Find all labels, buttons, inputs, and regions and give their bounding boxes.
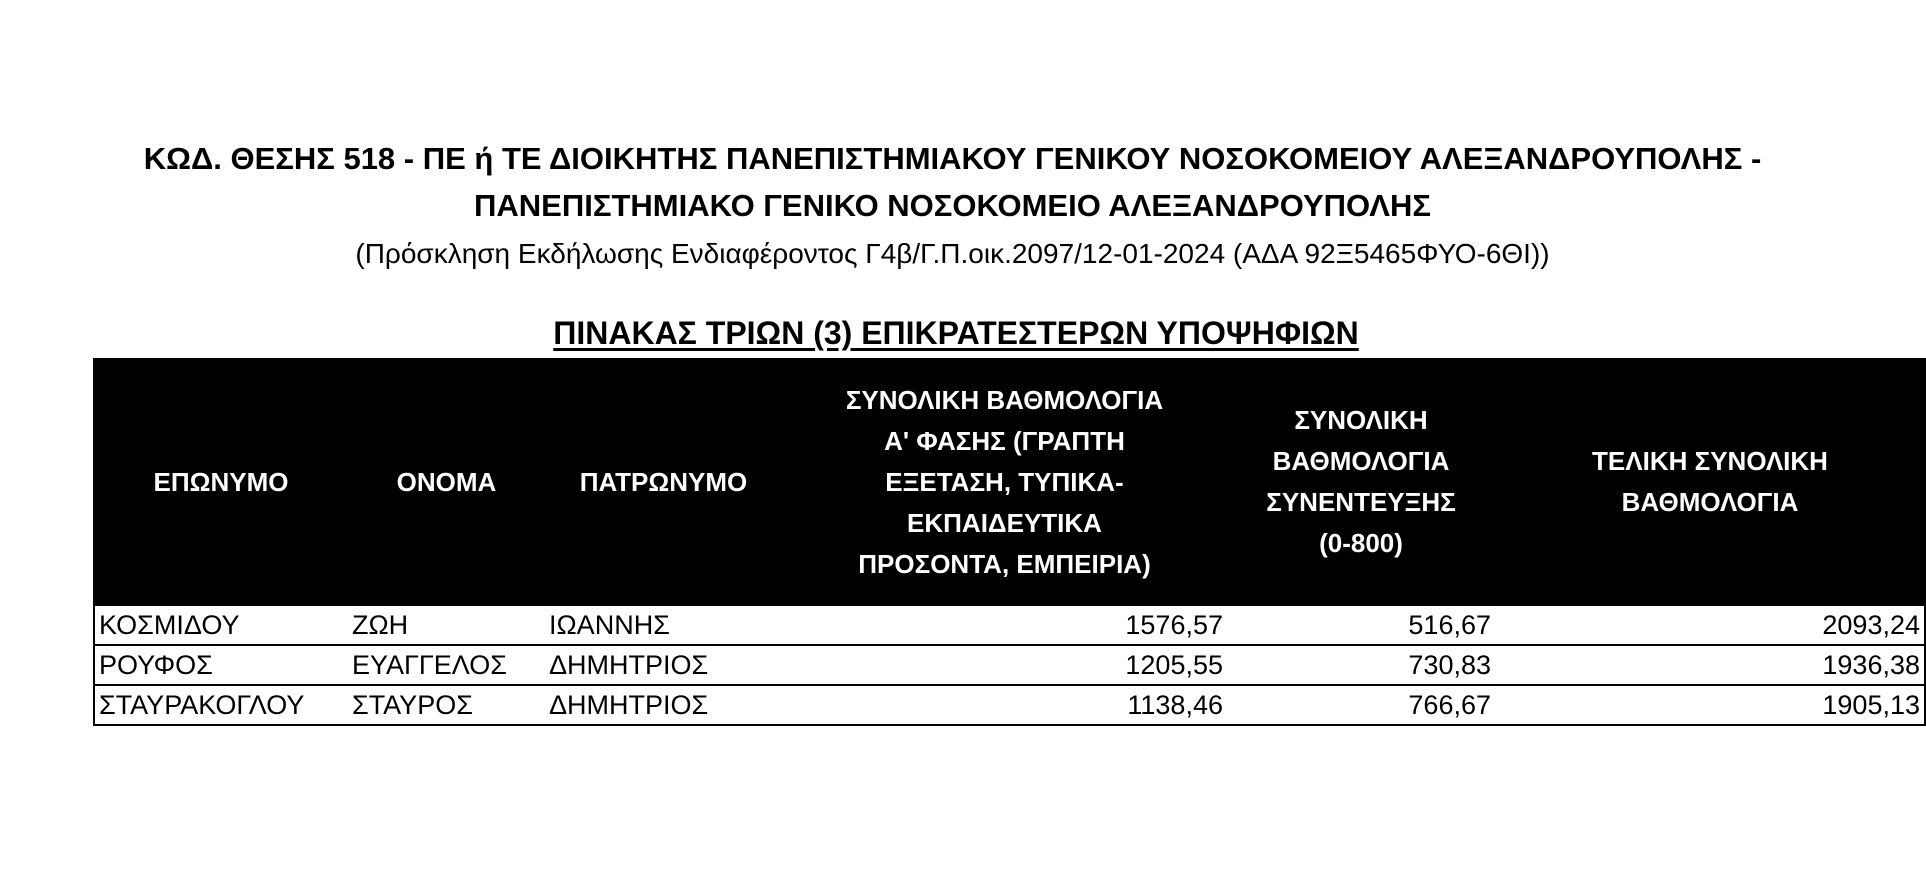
header-line: ΒΑΘΜΟΛΟΓΙΑ — [1272, 446, 1450, 476]
table-title: ΠΙΝΑΚΑΣ ΤΡΙΩΝ (3) ΕΠΙΚΡΑΤΕΣΤΕΡΩΝ ΥΠΟΨΗΦΙΩΝ — [553, 315, 1359, 351]
header-first-name — [348, 359, 545, 605]
cell-father-name: ΔΗΜΗΤΡΙΟΣ — [545, 685, 782, 725]
header-line: ΤΕΛΙΚΗ ΣΥΝΟΛΙΚΗ — [1592, 446, 1828, 476]
header-line: ΣΥΝΟΛΙΚΗ ΒΑΘΜΟΛΟΓΙΑ — [845, 384, 1164, 415]
cell-interview-score: 766,67 — [1227, 685, 1495, 725]
heading-line-2: ΠΑΝΕΠΙΣΤΗΜΙΑΚΟ ΓΕΝΙΚΟ ΝΟΣΟΚΟΜΕΙΟ ΑΛΕΞΑΝΔΡΟΥΠΟΛΗΣ — [474, 188, 1431, 223]
header-line: ΣΥΝΕΝΤΕΥΞΗΣ — [1266, 487, 1456, 517]
header-line: ΒΑΘΜΟΛΟΓΙΑ — [1621, 487, 1799, 517]
table-row — [94, 685, 1925, 725]
candidates-table — [93, 358, 1926, 726]
cell-surname: ΚΟΣΜΙΔΟΥ — [94, 605, 348, 645]
header-line: (0-800) — [1319, 528, 1403, 558]
cell-phase-a-score: 1138,46 — [782, 685, 1227, 725]
cell-first-name: ΕΥΑΓΓΕΛΟΣ — [348, 645, 545, 685]
header-father-name — [545, 359, 782, 605]
header-final-score — [1495, 359, 1925, 605]
table-row — [94, 645, 1925, 685]
header-line: Α' ΦΑΣΗΣ (ΓΡΑΠΤΗ — [884, 425, 1125, 456]
cell-surname: ΡΟΥΦΟΣ — [94, 645, 348, 685]
header-interview-score — [1227, 359, 1495, 605]
cell-interview-score: 730,83 — [1227, 645, 1495, 685]
cell-phase-a-score: 1576,57 — [782, 605, 1227, 645]
cell-surname: ΣΤΑΥΡΑΚΟΓΛΟΥ — [94, 685, 348, 725]
cell-first-name: ΣΤΑΥΡΟΣ — [348, 685, 545, 725]
header-line: ΕΚΠΑΙΔΕΥΤΙΚΑ — [907, 507, 1102, 538]
cell-final-score: 1936,38 — [1495, 645, 1925, 685]
header-line: ΕΠΩΝΥΜΟ — [153, 466, 289, 497]
table-row — [94, 605, 1925, 645]
header-line: ΣΥΝΟΛΙΚΗ — [1294, 405, 1428, 435]
header-line: ΠΡΟΣΟΝΤΑ, ΕΜΠΕΙΡΙΑ) — [858, 548, 1151, 579]
header-phase-a-score — [782, 359, 1227, 605]
subheading: (Πρόσκληση Εκδήλωσης Ενδιαφέροντος Γ4β/Γ.Π.οικ.2097/12-01-2024 (ΑΔΑ 92Ξ5465ΦΥΟ-6ΘΙ)) — [355, 238, 1550, 269]
cell-father-name: ΙΩΑΝΝΗΣ — [545, 605, 782, 645]
heading-line-1: ΚΩΔ. ΘΕΣΗΣ 518 - ΠΕ ή ΤΕ ΔΙΟΙΚΗΤΗΣ ΠΑΝΕΠΙΣΤΗΜΙΑΚΟΥ ΓΕΝΙΚΟΥ ΝΟΣΟΚΟΜΕΙΟΥ ΑΛΕΞΑΝΔΡΟΥΠΟΛΗΣ - — [143, 141, 1762, 176]
cell-father-name: ΔΗΜΗΤΡΙΟΣ — [545, 645, 782, 685]
header-line: ΟΝΟΜΑ — [396, 466, 497, 497]
cell-interview-score: 516,67 — [1227, 605, 1495, 645]
cell-final-score: 1905,13 — [1495, 685, 1925, 725]
cell-phase-a-score: 1205,55 — [782, 645, 1227, 685]
cell-final-score: 2093,24 — [1495, 605, 1925, 645]
header-line: ΕΞΕΤΑΣΗ, ΤΥΠΙΚΑ- — [885, 466, 1124, 497]
header-surname — [94, 359, 348, 605]
table-header-row — [94, 359, 1925, 605]
cell-first-name: ΖΩΗ — [348, 605, 545, 645]
header-line: ΠΑΤΡΩΝΥΜΟ — [579, 466, 748, 497]
